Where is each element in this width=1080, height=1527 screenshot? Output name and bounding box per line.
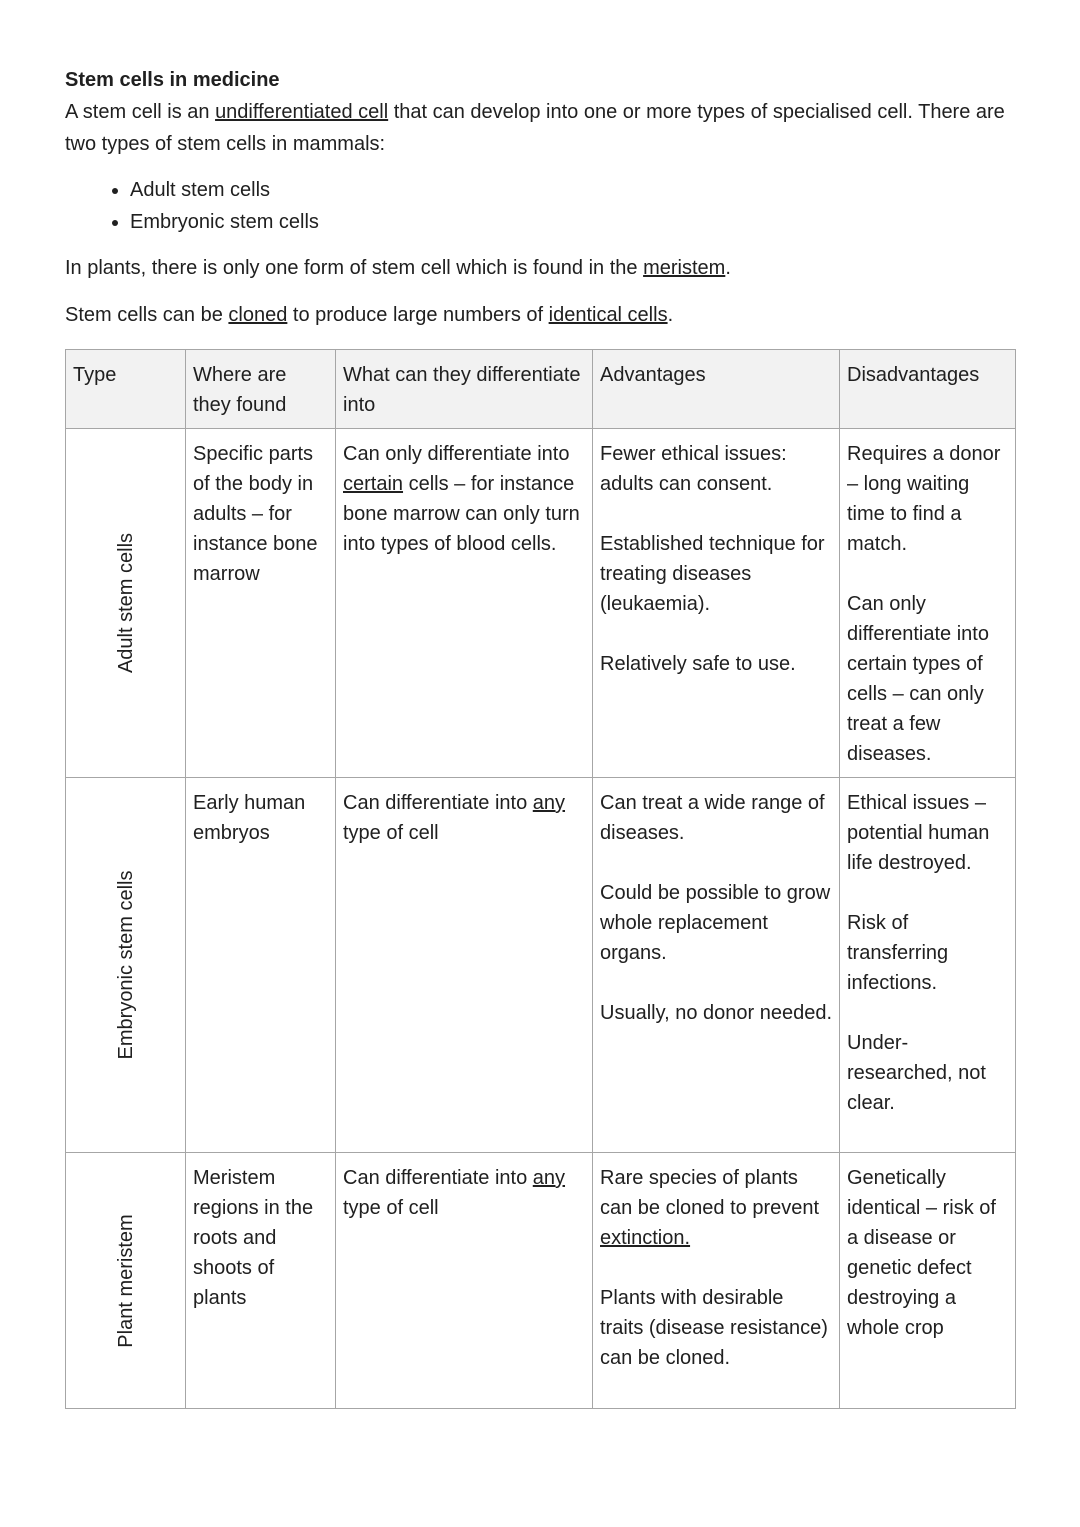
where-cell: Meristem regions in the roots and shoots of plants [186,1153,336,1409]
stem-cells-table [65,349,1016,1409]
differentiate-cell: Can differentiate into any type of cell [336,778,593,1153]
document-page [65,64,1015,346]
disadvantages-cell: Requires a donor – long waiting time to find a match. Can only differentiate into certain types of cells – can only treat a few diseases. [840,429,1016,778]
header-disadvantages: Disadvantages [840,350,1016,429]
table-header-row [66,350,1016,429]
term-identical-cells: identical cells [548,304,668,326]
disadvantages-cell: Ethical issues – potential human life destroyed. Risk of transferring infections. Under-researched, not clear. [840,778,1016,1153]
term-cloned: cloned [228,304,288,326]
type-cell [66,1153,186,1409]
type-cell [66,429,186,778]
table-row-embryonic [66,778,1016,1153]
intro-paragraph: A stem cell is an undifferentiated cell that can develop into one or more types of specialised cell. There are two types of stem cells in mammals: [65,101,1005,155]
advantages-cell: Fewer ethical issues: adults can consent. Established technique for treating diseases (leukaemia). Relatively safe to use. [593,429,840,778]
where-cell: Specific parts of the body in adults – for instance bone marrow [186,429,336,778]
differentiate-cell: Can differentiate into any type of cell [336,1153,593,1409]
table-row-adult [66,429,1016,778]
type-label: Adult stem cells [114,532,137,674]
stem-cell-types-list [65,174,1015,238]
page-title: Stem cells in medicine [65,69,280,91]
disadvantages-cell: Genetically identical – risk of a disease or genetic defect destroying a whole crop [840,1153,1016,1409]
header-differentiate: What can they differentiate into [336,350,593,429]
header-advantages: Advantages [593,350,840,429]
where-cell: Early human embryos [186,778,336,1153]
header-where: Where are they found [186,350,336,429]
table-row-plant [66,1153,1016,1409]
cloning-paragraph: Stem cells can be cloned to produce large numbers of identical cells. [65,304,674,326]
type-cell [66,778,186,1153]
advantages-cell: Can treat a wide range of diseases. Could be possible to grow whole replacement organs. Usually, no donor needed. [593,778,840,1153]
term-undifferentiated-cell: undifferentiated cell [215,101,389,123]
advantages-cell: Rare species of plants can be cloned to prevent extinction. Plants with desirable traits (disease resistance) can be cloned. [593,1153,840,1409]
list-item: • Embryonic stem cells [130,206,1015,238]
term-meristem: meristem [643,257,726,279]
plants-paragraph: In plants, there is only one form of stem cell which is found in the meristem. [65,257,731,279]
type-label: Embryonic stem cells [114,870,137,1060]
type-label: Plant meristem [114,1213,137,1348]
differentiate-cell: Can only differentiate into certain cells – for instance bone marrow can only turn into types of blood cells. [336,429,593,778]
header-type: Type [66,350,186,429]
list-item: • Adult stem cells [130,174,1015,206]
